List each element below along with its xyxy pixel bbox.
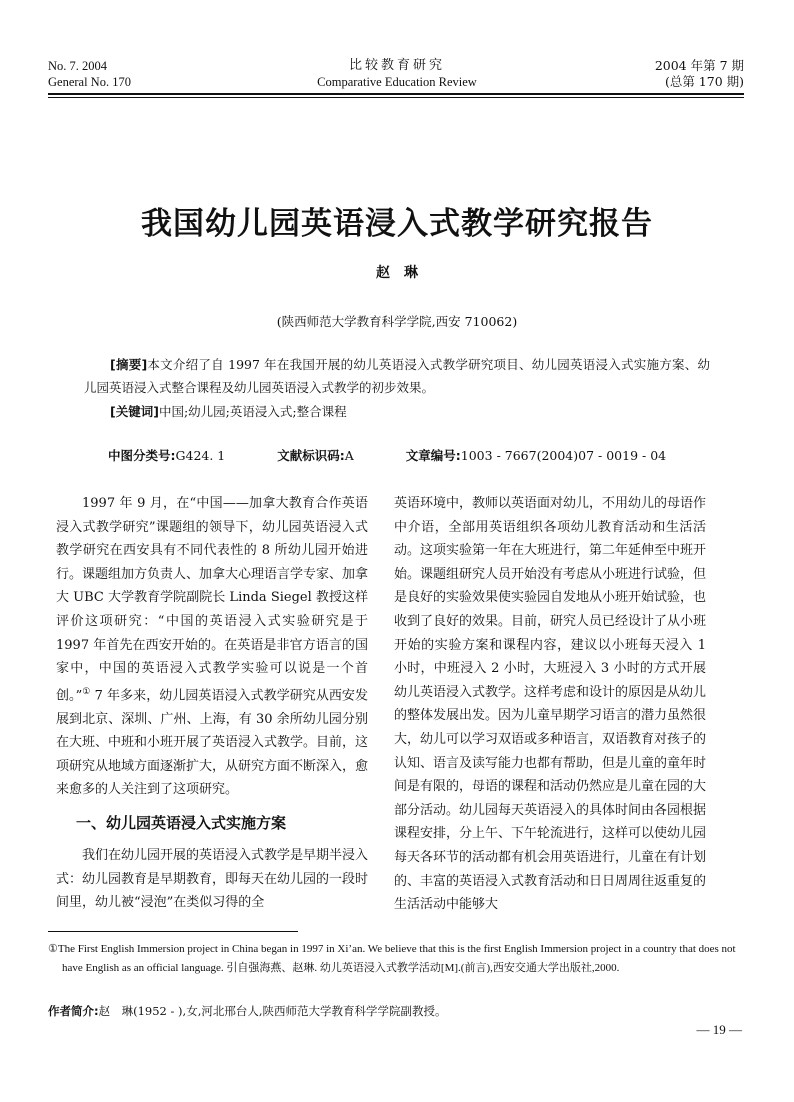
journal-name-cn: 比较教育研究 [348, 58, 445, 73]
abstract [84, 353, 710, 399]
header-right [655, 58, 744, 90]
page-number: — 19 — [696, 1022, 742, 1037]
right-column [394, 492, 706, 917]
left-paragraph-1: 1997 年 9 月，在“中国——加拿大教育合作英语浸入式教学研究”课题组的领导下，幼儿园英语浸入式教学研究在西安具有不同代表性的 8 所幼儿园开始进行。课题组加方负责人、加拿大心理语言学专家、加拿大 UBC 大学教育学院副院长 Linda Siegel 教授这样评价这项研究：“中国的英语浸入式实验研究是于 1997 年首先在西安开始的。在英语是非官方语言的国家中，中国的英语浸入式教学实验可以说是一个首创。”① 7 年多来，幼儿园英语浸入式教学研究从西安发展到北京、深圳、广州、上海，有 30 余所幼儿园分别在大班、中班和小班开展了英语浸入式教学。目前，这项研究从地域方面逐渐扩大，从研究方面不断深入，愈来愈多的人关注到了这项研究。 [56, 496, 369, 798]
paper-title: 我国幼儿园英语浸入式教学研究报告 [141, 206, 653, 242]
journal-name-en: Comparative Education Review [317, 75, 477, 89]
header-left [48, 58, 131, 90]
keywords-label: [关键词] [110, 404, 159, 419]
abstract-text: 本文介绍了自 1997 年在我国开展的幼儿英语浸入式教学研究项目、幼儿园英语浸入式实施方案、幼儿园英语浸入式整合课程及幼儿园英语浸入式教学的初步效果。 [84, 357, 710, 395]
header-rule [48, 93, 744, 95]
classification-codes [108, 446, 710, 464]
total-issue: (总第 170 期) [664, 74, 744, 89]
keywords [110, 400, 710, 423]
issue-number: No. 7. 2004 [48, 59, 108, 73]
footnote-rule [48, 931, 298, 932]
left-paragraph-2: 我们在幼儿园开展的英语浸入式教学是早期半浸入式：幼儿园教育是早期教育，即每天在幼儿园的一段时间里，幼儿被“浸泡”在类似习得的全 [56, 848, 369, 911]
doc-code: 文献标识码:A [277, 448, 354, 463]
right-paragraph-1: 英语环境中，教师以英语面对幼儿，不用幼儿的母语作中介语，全部用英语组织各项幼儿教育活动和生活活动。这项实验第一年在大班进行，第二年延伸至中班开始。课题组研究人员开始没有考虑从小班进行试验，但是良好的实验效果使实验园自发地从小班开始试验，也收到了良好的效果。目前，研究人员已经设计了从小班开始的实验方案和课程内容，建议以小班每天浸入 1 小时，中班浸入 2 小时，大班浸入 3 小时的方式开展幼儿英语浸入式教学。这样考虑和设计的原因是从幼儿的整体发展出发。因为儿童早期学习语言的潜力虽然很大，幼儿可以学习双语或多种语言，双语教育对孩子的认知、语言及读写能力也都有帮助，但是儿童的童年时间是有限的，母语的课程和活动仍然应是儿童在园的大部分活动。幼儿园每天英语浸入的具体时间由各园根据课程安排，分上午、下午轮流进行，这样可以使幼儿园每天各环节的活动都有机会用英语进行，儿童在有计划的、丰富的英语浸入式教育活动和日日周周往返重复的生活活动中能够大 [394, 496, 707, 913]
bio-label: 作者简介: [48, 1004, 99, 1018]
author-bio [48, 1002, 744, 1020]
header-rule-thin [48, 97, 744, 98]
footnote [48, 940, 744, 978]
footnote-mark: ① [48, 943, 58, 955]
abstract-label: [摘要] [110, 357, 148, 372]
header-center [250, 58, 544, 90]
keywords-text: 中国;幼儿园;英语浸入式;整合课程 [158, 404, 347, 419]
year-issue: 2004 年第 7 期 [654, 58, 744, 73]
section-heading: 一、幼儿园英语浸入式实施方案 [76, 814, 287, 833]
clc-code: 中图分类号:G424. 1 [108, 448, 226, 463]
left-column [56, 492, 368, 915]
bio-text: 赵 琳(1952 - ),女,河北邢台人,陕西师范大学教育科学学院副教授。 [98, 1004, 447, 1018]
footnote-ref: ① [82, 686, 91, 697]
author-affiliation: (陕西师范大学教育科学学院,西安 710062) [276, 314, 518, 329]
general-number: General No. 170 [48, 75, 131, 89]
article-code: 文章编号:1003 - 7667(2004)07 - 0019 - 04 [405, 448, 667, 463]
author-name: 赵 琳 [376, 265, 418, 281]
footnote-text: The First English Immersion project in China began in 1997 in Xi’an. We believe that this is the first English Immersion project in a country that does not have English as an official language. 引自强海燕、赵琳. 幼儿英语浸入式教学活动[M].(前言),西安交通大学出版社,2000. [57, 943, 736, 974]
